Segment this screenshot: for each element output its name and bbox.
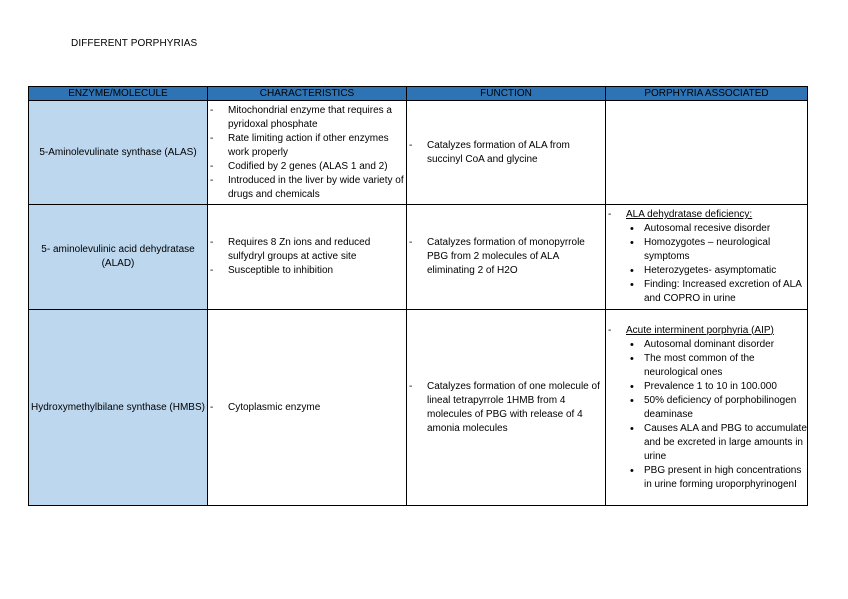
list-item: - Mitochondrial enzyme that requires a pyridoxal phosphate (208, 104, 406, 132)
porphyria-item (606, 324, 807, 492)
header-porphyria: PORPHYRIA ASSOCIATED (606, 87, 808, 101)
characteristics-cell (208, 101, 407, 205)
porphyria-cell (606, 205, 808, 310)
list-item: - Cytoplasmic enzyme (208, 401, 406, 415)
porphyrias-table (28, 86, 808, 506)
list-item: • Heterozygetes- asymptomatic (626, 264, 807, 278)
list-item: - Catalyzes formation of one molecule of lineal tetrapyrrole 1HMB from 4 molecules of PBG with release of 4 amonia molecules (407, 380, 605, 436)
list-item: • 50% deficiency of porphobilinogen deaminase (626, 394, 807, 422)
porphyria-cell (606, 101, 808, 205)
list-item: • Finding: Increased excretion of ALA and COPRO in urine (626, 278, 807, 306)
porphyria-cell (606, 310, 808, 506)
list-item: - Requires 8 Zn ions and reduced sulfydryl groups at active site (208, 236, 406, 264)
header-function: FUNCTION (407, 87, 606, 101)
page-title: DIFFERENT PORPHYRIAS (71, 38, 198, 49)
list-item: • Autosomal dominant disorder (626, 338, 807, 352)
enzyme-cell: 5- aminolevulinic acid dehydratase (ALAD) (29, 205, 208, 310)
table-row (29, 310, 808, 506)
header-row (29, 87, 808, 101)
list-item: • Homozygotes – neurological symptoms (626, 236, 807, 264)
porphyria-name: ALA dehydratase deficiency: (626, 209, 753, 220)
table-row (29, 205, 808, 310)
porphyria-name: Acute interminent porphyria (AIP) (626, 324, 774, 336)
list-item: - Introduced in the liver by wide variety of drugs and chemicals (208, 174, 406, 202)
characteristics-cell (208, 205, 407, 310)
characteristics-cell (208, 310, 407, 506)
list-item: - Susceptible to inhibition (208, 264, 406, 278)
list-item: - Catalyzes formation of ALA from succinyl CoA and glycine (407, 139, 605, 167)
enzyme-cell: Hydroxymethylbilane synthase (HMBS) (29, 310, 208, 506)
enzyme-cell: 5-Aminolevulinate synthase (ALAS) (29, 101, 208, 205)
list-item: • Causes ALA and PBG to accumulate and be excreted in large amounts in urine (626, 422, 807, 464)
porphyria-item (606, 208, 807, 306)
header-characteristics: CHARACTERISTICS (208, 87, 407, 101)
list-item: • PBG present in high concentrations in urine forming uroporphyrinogenI (626, 464, 807, 492)
function-cell (407, 101, 606, 205)
list-item: - Codified by 2 genes (ALAS 1 and 2) (208, 160, 406, 174)
list-item: • Prevalence 1 to 10 in 100.000 (626, 380, 807, 394)
list-item: - Catalyzes formation of monopyrrole PBG from 2 molecules of ALA eliminating 2 of H2O (407, 236, 605, 278)
table-row (29, 101, 808, 205)
list-item: - Rate limiting action if other enzymes work properly (208, 132, 406, 160)
list-item: • Autosomal recesive disorder (626, 222, 807, 236)
function-cell (407, 310, 606, 506)
list-item: • The most common of the neurological ones (626, 352, 807, 380)
function-cell (407, 205, 606, 310)
header-enzyme: ENZYME/MOLECULE (29, 87, 208, 101)
